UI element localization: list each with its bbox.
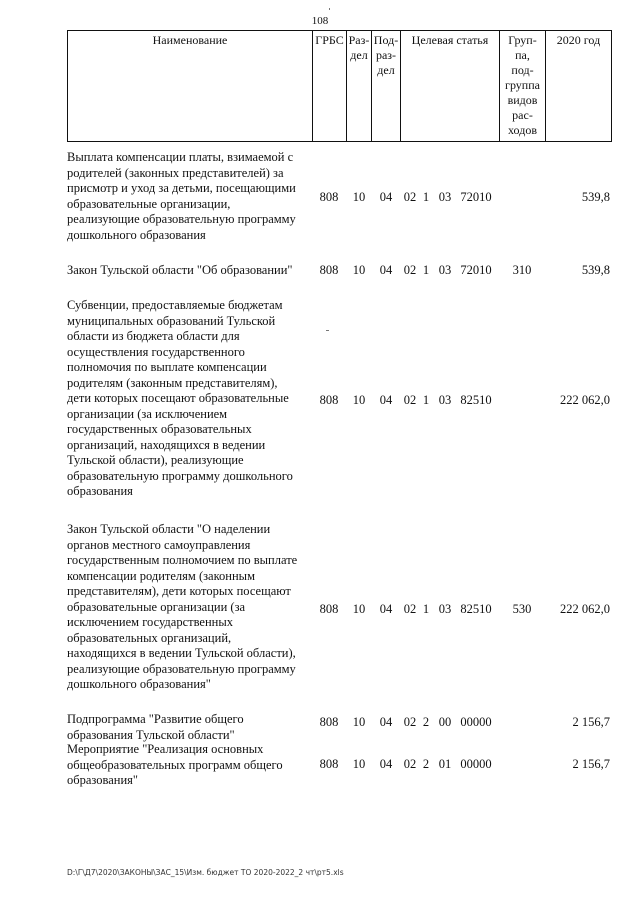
row-target-subprogram: 1 — [422, 393, 430, 407]
row-name-line: образовательную программу дошкольного — [67, 468, 293, 483]
row-target-subprogram: 1 — [422, 190, 430, 204]
row-name-line: Выплата компенсации платы, взимаемой с — [67, 150, 294, 164]
row-name-line: реализующие образовательную программу — [67, 661, 296, 676]
header-group — [500, 31, 546, 141]
header-year-label: 2020 год — [556, 33, 601, 47]
row-target-direction: 82510 — [460, 602, 492, 616]
header-name — [68, 31, 313, 141]
row-name-line: Закон Тульской области "Об образовании" — [67, 263, 293, 277]
row-razdel: 10 — [352, 602, 366, 616]
row-name — [67, 742, 312, 789]
header-podrazdel-line: раз- — [375, 48, 397, 62]
row-target-program: 02 — [403, 393, 417, 407]
row-name-line: государственным полномочием по выплате — [67, 553, 298, 567]
row-name-line: дошкольного образования" — [67, 677, 211, 691]
row-grbs: 808 — [319, 393, 339, 407]
row-razdel: 10 — [352, 393, 366, 407]
row-name-line: присмотр и уход за детьми, посещающими — [67, 181, 296, 195]
row-target-direction: 00000 — [460, 715, 492, 729]
row-grbs: 808 — [319, 263, 339, 277]
row-amount: 539,8 — [581, 263, 610, 277]
header-target-label: Целевая статья — [411, 33, 489, 47]
row-expense-group: 310 — [512, 263, 532, 277]
row-name-line: организации (за исключением — [67, 406, 228, 421]
row-expense-group: 530 — [512, 602, 532, 616]
row-target-direction: 72010 — [460, 263, 492, 277]
row-name-line: образовательные организации (за — [67, 599, 246, 614]
row-target-subprogram: 1 — [422, 263, 430, 277]
header-razdel-line: Раз- — [348, 33, 370, 47]
row-target-program: 02 — [403, 602, 417, 616]
header-group-line: под- — [511, 63, 534, 77]
row-name-line: образования — [67, 484, 133, 498]
header-group-line: ходов — [508, 123, 537, 137]
header-razdel-line: дел — [350, 48, 368, 62]
row-amount: 222 062,0 — [560, 602, 610, 616]
row-name-line: родителей (законных представителей) за — [67, 165, 284, 180]
row-name-line: компенсации родителям (законным — [67, 568, 255, 583]
row-name-line: образования Тульской области" — [67, 727, 235, 742]
row-name-line: общеобразовательных программ общего — [67, 757, 283, 772]
header-grbs — [313, 31, 347, 141]
row-name-line: Закон Тульской области "О наделении — [67, 522, 271, 536]
row-name-line: организаций, находящихся в ведении — [67, 437, 266, 452]
row-target-event: 03 — [438, 263, 452, 277]
header-razdel — [347, 31, 372, 141]
row-name-line: образования" — [67, 773, 139, 787]
row-podrazdel: 04 — [379, 190, 393, 204]
scan-speck — [329, 8, 330, 10]
header-group-line: па, — [515, 48, 530, 62]
page-number: 108 — [311, 15, 329, 27]
row-razdel: 10 — [352, 757, 366, 771]
row-amount: 2 156,7 — [572, 757, 610, 771]
row-name — [67, 712, 312, 743]
row-amount: 222 062,0 — [560, 393, 610, 407]
row-name — [67, 298, 312, 500]
row-name-line: Подпрограмма "Развитие общего — [67, 712, 244, 726]
row-name-line: полномочия по выплате компенсации — [67, 360, 267, 374]
row-name — [67, 263, 317, 279]
header-group-line: рас- — [512, 108, 533, 122]
row-target-event: 00 — [438, 715, 452, 729]
row-name-line: находящихся в ведении Тульской области), — [67, 646, 296, 660]
row-target-direction: 82510 — [460, 393, 492, 407]
row-name-line: дошкольного образования — [67, 227, 206, 242]
header-grbs-label: ГРБС — [315, 33, 344, 47]
row-name-line: образовательные организации, — [67, 196, 231, 211]
row-name-line: родителям (законным представителям), — [67, 375, 278, 390]
row-podrazdel: 04 — [379, 715, 393, 729]
table-header — [67, 30, 612, 142]
header-name-label: Наименование — [152, 33, 228, 47]
row-grbs: 808 — [319, 602, 339, 616]
row-razdel: 10 — [352, 263, 366, 277]
header-group-line: группа — [505, 78, 540, 92]
row-name-line: государственных образовательных — [67, 422, 252, 436]
row-name-line: дети которых посещают образовательные — [67, 391, 289, 405]
header-podrazdel — [372, 31, 401, 141]
row-name-line: муниципальных образований Тульской — [67, 313, 276, 328]
header-year — [546, 31, 611, 141]
row-razdel: 10 — [352, 715, 366, 729]
header-podrazdel-line: дел — [377, 63, 395, 77]
header-target — [401, 31, 500, 141]
header-group-line: Груп- — [508, 33, 537, 47]
row-name-line: осуществления государственного — [67, 344, 245, 359]
row-target-event: 03 — [438, 393, 452, 407]
row-name-line: реализующие образовательную программу — [67, 212, 296, 226]
row-target-subprogram: 2 — [422, 715, 430, 729]
row-target-subprogram: 1 — [422, 602, 430, 616]
row-name-line: органов местного самоуправления — [67, 537, 251, 552]
row-name-line: Тульской области), реализующие — [67, 453, 244, 467]
footer-file-path: D:\Г\Д7\2020\ЗАКОНЫ\ЗАС_15\Изм. бюджет ТО 2020-2022_2 чт\рт5.xls — [67, 868, 344, 877]
row-target-program: 02 — [403, 757, 417, 771]
row-amount: 539,8 — [581, 190, 610, 204]
row-name — [67, 150, 312, 243]
header-podrazdel-line: Под- — [373, 33, 399, 47]
row-target-direction: 00000 — [460, 757, 492, 771]
row-target-program: 02 — [403, 190, 417, 204]
row-podrazdel: 04 — [379, 263, 393, 277]
row-amount: 2 156,7 — [572, 715, 610, 729]
row-target-subprogram: 2 — [422, 757, 430, 771]
header-group-line: видов — [507, 93, 538, 107]
row-podrazdel: 04 — [379, 393, 393, 407]
row-target-event: 03 — [438, 602, 452, 616]
row-name-line: образовательных организаций, — [67, 630, 232, 645]
row-target-event: 03 — [438, 190, 452, 204]
row-razdel: 10 — [352, 190, 366, 204]
scan-speck — [326, 330, 329, 331]
row-target-direction: 72010 — [460, 190, 492, 204]
row-name-line: Субвенции, предоставляемые бюджетам — [67, 298, 283, 312]
row-podrazdel: 04 — [379, 757, 393, 771]
row-name-line: Мероприятие "Реализация основных — [67, 742, 264, 756]
row-grbs: 808 — [319, 715, 339, 729]
row-target-program: 02 — [403, 715, 417, 729]
row-name-line: области из бюджета области для — [67, 329, 240, 343]
row-grbs: 808 — [319, 757, 339, 771]
row-name-line: представителям), дети которых посещают — [67, 584, 291, 598]
row-name-line: исключением государственных — [67, 615, 234, 629]
row-target-event: 01 — [438, 757, 452, 771]
row-grbs: 808 — [319, 190, 339, 204]
row-podrazdel: 04 — [379, 602, 393, 616]
row-target-program: 02 — [403, 263, 417, 277]
row-name — [67, 522, 312, 693]
